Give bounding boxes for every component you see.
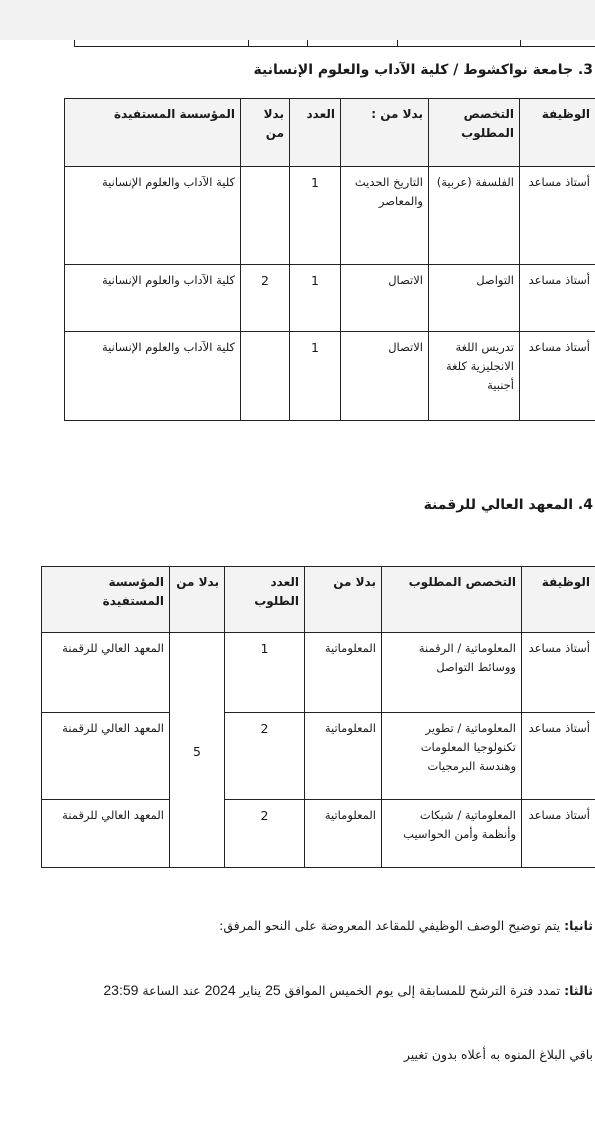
header-instead-num: بدلا من <box>170 567 225 633</box>
table-row <box>65 167 595 265</box>
cell-job: أستاذ مساعد <box>520 265 595 332</box>
closing-paragraph: باقي البلاغ المنوه به أعلاه بدون تغيير <box>403 1047 593 1062</box>
cell-instead: المعلوماتية <box>305 713 382 800</box>
cell-count: 1 <box>290 167 341 265</box>
cell-count: 1 <box>225 633 305 713</box>
cell-institution: المعهد العالي للرقمنة <box>42 713 170 800</box>
cell-count: 2 <box>225 800 305 868</box>
second-text: يتم توضيح الوصف الوظيفي للمقاعد المعروضة على النحو المرفق: <box>219 918 565 933</box>
third-day: 25 <box>265 982 281 998</box>
third-time: 23:59 <box>103 982 139 998</box>
cell-instead-num <box>241 332 290 421</box>
previous-table-bottom <box>74 46 595 47</box>
table-row <box>42 800 595 868</box>
section4-table <box>41 566 595 868</box>
cell-job: أستاذ مساعد <box>522 800 595 868</box>
cell-institution: كلية الآداب والعلوم الإنسانية <box>65 332 241 421</box>
header-spec: التخصص المطلوب <box>429 99 520 167</box>
cell-instead-num <box>241 167 290 265</box>
table-row <box>42 633 595 713</box>
cell-instead: الاتصال <box>341 332 429 421</box>
cell-spec: التواصل <box>429 265 520 332</box>
cell-institution: كلية الآداب والعلوم الإنسانية <box>65 167 241 265</box>
table-header-row <box>42 567 595 633</box>
cell-instead: الاتصال <box>341 265 429 332</box>
cell-instead: المعلوماتية <box>305 633 382 713</box>
header-count: العدد الطلوب <box>225 567 305 633</box>
cell-instead-num-merged: 5 <box>170 633 225 868</box>
third-text-b: يناير <box>235 983 266 998</box>
cell-count: 2 <box>225 713 305 800</box>
cell-job: أستاذ مساعد <box>520 332 595 421</box>
cell-job: أستاذ مساعد <box>522 633 595 713</box>
cell-institution: كلية الآداب والعلوم الإنسانية <box>65 265 241 332</box>
cell-job: أستاذ مساعد <box>522 713 595 800</box>
cell-spec: الفلسفة (عربية) <box>429 167 520 265</box>
third-text-c: عند الساعة <box>138 983 205 998</box>
cell-count: 1 <box>290 332 341 421</box>
header-spec: التخصص المطلوب <box>382 567 522 633</box>
cell-instead: التاريخ الحديث والمعاصر <box>341 167 429 265</box>
cell-count: 1 <box>290 265 341 332</box>
cell-instead-num: 2 <box>241 265 290 332</box>
third-year: 2024 <box>204 982 236 998</box>
table-row <box>42 713 595 800</box>
cell-spec: المعلوماتية / الرقمنة ووسائط التواصل <box>382 633 522 713</box>
third-label: ثالثا: <box>564 983 593 998</box>
section3-table <box>64 98 595 421</box>
paragraph-second <box>219 918 593 933</box>
cell-spec: المعلوماتية / شبكات وأنظمة وأمن الحواسيب <box>382 800 522 868</box>
header-institution: المؤسسة المستفيدة <box>42 567 170 633</box>
table-row <box>65 265 595 332</box>
section4-heading: 4. المعهد العالي للرقمنة <box>423 497 593 513</box>
header-job: الوظيفة <box>522 567 595 633</box>
section3-heading: 3. جامعة نواكشوط / كلية الآداب والعلوم الإنسانية <box>253 62 593 78</box>
header-job: الوظيفة <box>520 99 595 167</box>
top-bar <box>0 0 595 40</box>
table-row <box>65 332 595 421</box>
header-instead-num: بدلا من <box>241 99 290 167</box>
cell-spec: تدريس اللغة الانجليزية كلغة أجنبية <box>429 332 520 421</box>
header-instead: بدلا من <box>305 567 382 633</box>
cell-instead: المعلوماتية <box>305 800 382 868</box>
header-count: العدد <box>290 99 341 167</box>
header-instead: بدلا من : <box>341 99 429 167</box>
cell-institution: المعهد العالي للرقمنة <box>42 633 170 713</box>
third-text-a: تمدد فترة الترشح للمسابقة إلى يوم الخميس الموافق <box>280 983 565 998</box>
cell-job: أستاذ مساعد <box>520 167 595 265</box>
cell-institution: المعهد العالي للرقمنة <box>42 800 170 868</box>
cell-spec: المعلوماتية / تطوير تكنولوجيا المعلومات وهندسة البرمجيات <box>382 713 522 800</box>
header-institution: المؤسسة المستفيدة <box>65 99 241 167</box>
second-label: ثانيا: <box>564 918 593 933</box>
table-header-row <box>65 99 595 167</box>
paragraph-third <box>103 982 593 998</box>
